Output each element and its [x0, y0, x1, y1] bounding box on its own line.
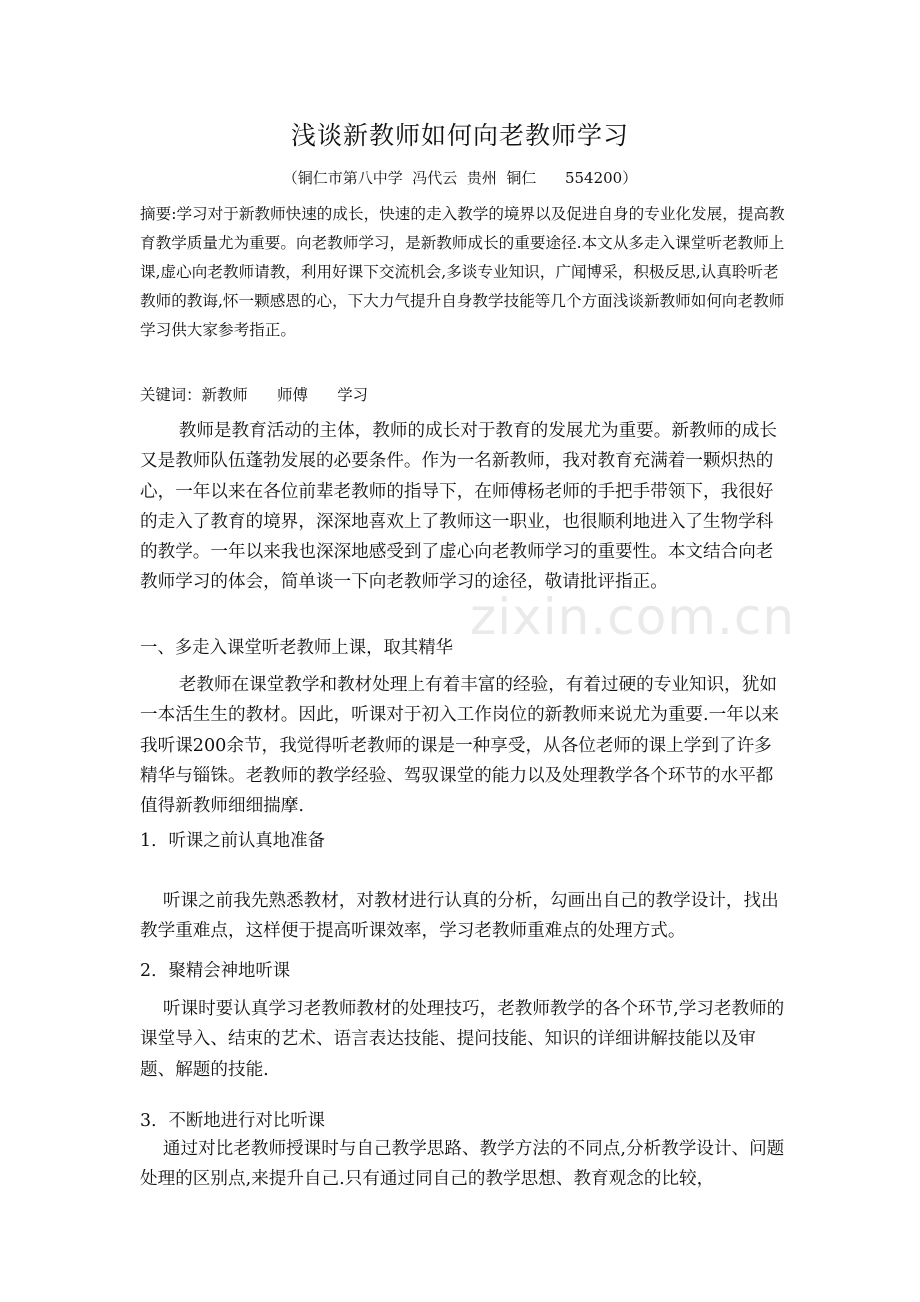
item3-heading: 3．不断地进行对比听课 [140, 1111, 325, 1131]
item1-heading: 1．听课之前认真地准备 [140, 831, 325, 851]
intro-paragraph: 教师是教育活动的主体，教师的成长对于教育的发展尤为重要。新教师的成长又是教师队伍蓬勃发展的必要条件。作为一名新教师，我对教育充满着一颗炽热的心，一年以来在各位前辈老教师的指导下，在师傅杨老师的手把手带领下，我很好的走入了教育的境界，深深地喜欢上了教师这一职业，也很顺利地进入了生物学科的教学。一年以来我也深深地感受到了虚心向老教师学习的重要性。本文结合向老教师学习的体会，简单谈一下向老教师学习的途径，敬请批评指正。 [140, 421, 777, 593]
section1-paragraph: 老教师在课堂教学和教材处理上有着丰富的经验，有着过硬的专业知识，犹如一本活生生的教材。因此，听课对于初入工作岗位的新教师来说尤为重要.一年以来我听课200余节，我觉得听老教师的课是一种享受，从各位老师的课上学到了许多精华与锱铢。老教师的教学经验、驾驭课堂的能力以及处理教学各个环节的水平都值得新教师细细揣摩. [140, 675, 779, 817]
item2-paragraph: 听课时要认真学习老教师教材的处理技巧，老教师教学的各个环节,学习老教师的课堂导入、结束的艺术、语言表达技能、提问技能、知识的详细讲解技能以及审题、解题的技能. [140, 999, 785, 1080]
item3-paragraph: 通过对比老教师授课时与自己教学思路、教学方法的不同点,分析教学设计、问题处理的区别点,来提升自己.只有通过同自己的教学思想、教育观念的比较， [140, 1139, 785, 1190]
author-line: （铜仁市第八中学 冯代云 贵州 铜仁 554200） [282, 169, 638, 187]
document-title: 浅谈新教师如何向老教师学习 [290, 121, 629, 150]
keywords-line: 关键词：新教师 师傅 学习 [140, 386, 369, 404]
section1-heading: 一、多走入课堂听老教师上课，取其精华 [140, 638, 454, 658]
abstract-paragraph: 摘要:学习对于新教师快速的成长，快速的走入教学的境界以及促进自身的专业化发展，提高教育教学质量尤为重要。向老教师学习，是新教师成长的重要途径.本文从多走入课堂听老教师上课,虚心向老教师请教，利用好课下交流机会,多谈专业知识，广闻博采，积极反思,认真聆听老教师的教诲,怀一颗感恩的心，下大力气提升自身教学技能等几个方面浅谈新教师如何向老教师学习供大家参考指正。 [140, 205, 785, 339]
watermark-text: zixin.com.cn [470, 588, 796, 646]
item1-paragraph: 听课之前我先熟悉教材，对教材进行认真的分析，勾画出自己的教学设计，找出教学重难点，这样便于提高听课效率，学习老教师重难点的处理方式。 [140, 891, 779, 942]
item2-heading: 2．聚精会神地听课 [140, 961, 291, 981]
